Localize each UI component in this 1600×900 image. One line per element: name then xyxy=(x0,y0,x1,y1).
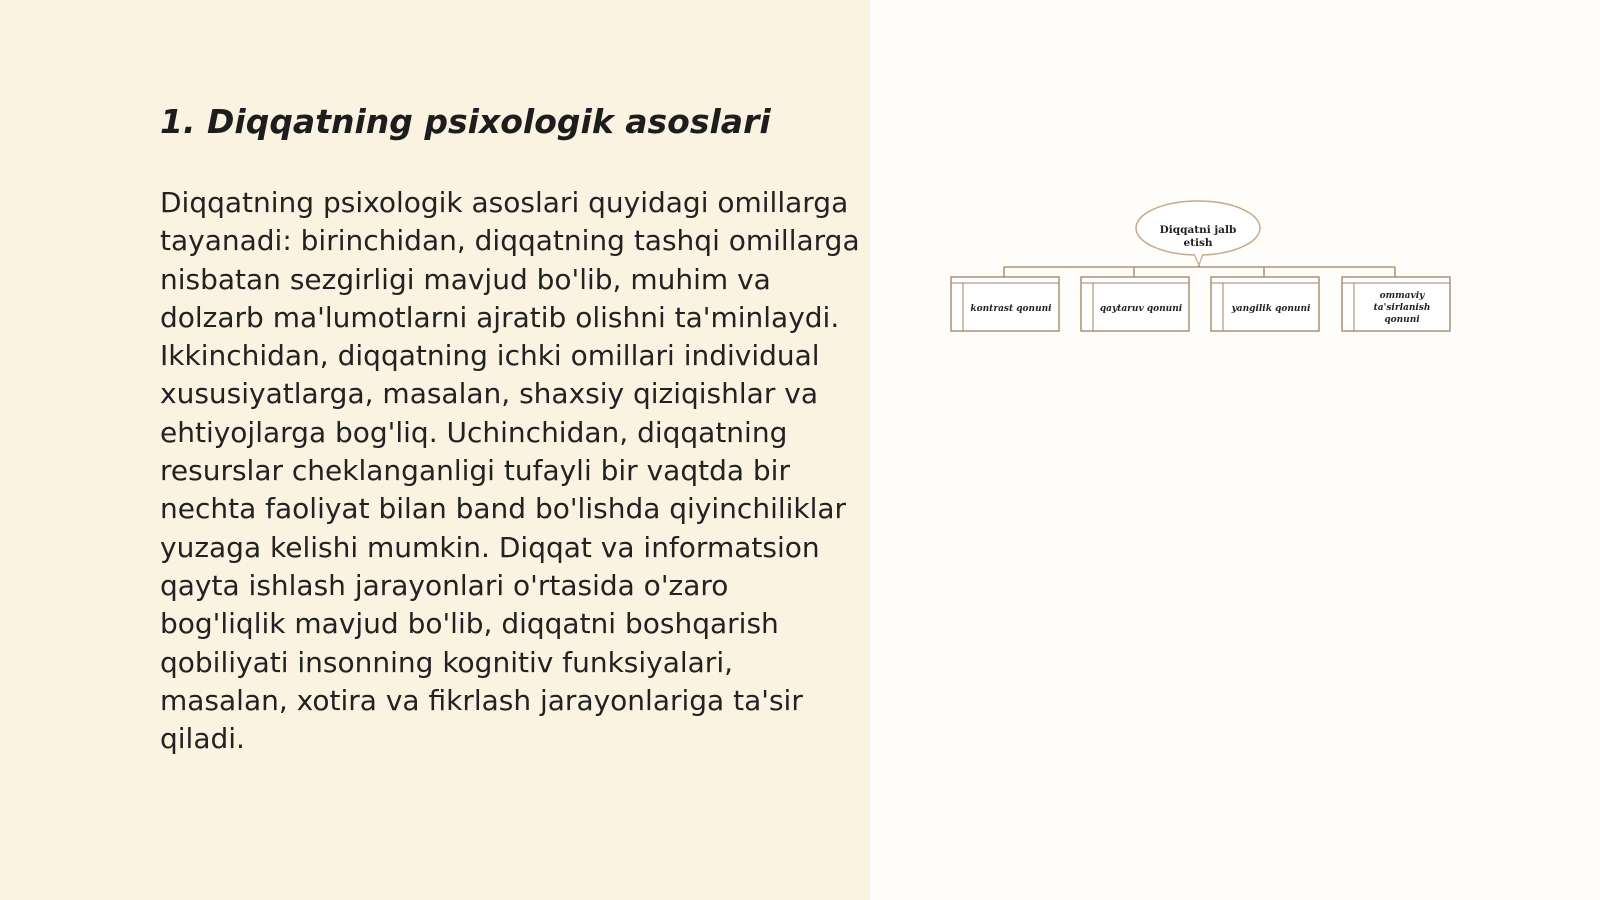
root-bubble-tail xyxy=(1194,254,1203,265)
box-4-label-line2: ta'sirlanish xyxy=(1373,303,1431,313)
root-label-line2: etish xyxy=(1183,237,1213,249)
box-3-label: yangilik qonuni xyxy=(1231,304,1311,314)
box-2-label: qaytaruv qonuni xyxy=(1099,304,1183,314)
diagram-connectors xyxy=(1004,265,1395,277)
box-1-label: kontrast qonuni xyxy=(970,304,1052,314)
slide-body-text: Diqqatning psixologik asoslari quyidagi omillarga tayanadi: birinchidan, diqqatning tashqi omillarga nisbatan sezgirligi mavjud bo'lib, muhim va dolzarb ma'lumotlarni ajratib olishni ta'minlaydi. Ikkinchidan, diqqatning ichki omillari individual xususiyatlarga, masalan, shaxsiy qiziqishlar va ehtiyojlarga bog'liq. Uchinchidan, diqqatning resurslar cheklanganligi tufayli bir vaqtda bir nechta faoliyat bilan band bo'lishda qiyinchiliklar yuzaga kelishi mumkin. Diqqat va informatsion qayta ishlash jarayonlari o'rtasida o'zaro bog'liqlik mavjud bo'lib, diqqatni boshqarish qobiliyati insonning kognitiv funksiyalari, masalan, xotira va fikrlash jarayonlariga ta'sir qiladi. xyxy=(160,186,860,756)
diagram-box-3 xyxy=(1211,277,1319,331)
diagram-box-4 xyxy=(1342,277,1450,331)
root-label-line1: Diqqatni jalb xyxy=(1159,224,1237,236)
diagram-box-1 xyxy=(951,277,1059,331)
slide-title: 1. Diqqatning psixologik asoslari xyxy=(160,102,771,141)
box-4-label-line3: qonuni xyxy=(1384,315,1420,325)
diagram-box-2 xyxy=(1081,277,1189,331)
box-4-label-line1: ommaviy xyxy=(1379,291,1425,301)
